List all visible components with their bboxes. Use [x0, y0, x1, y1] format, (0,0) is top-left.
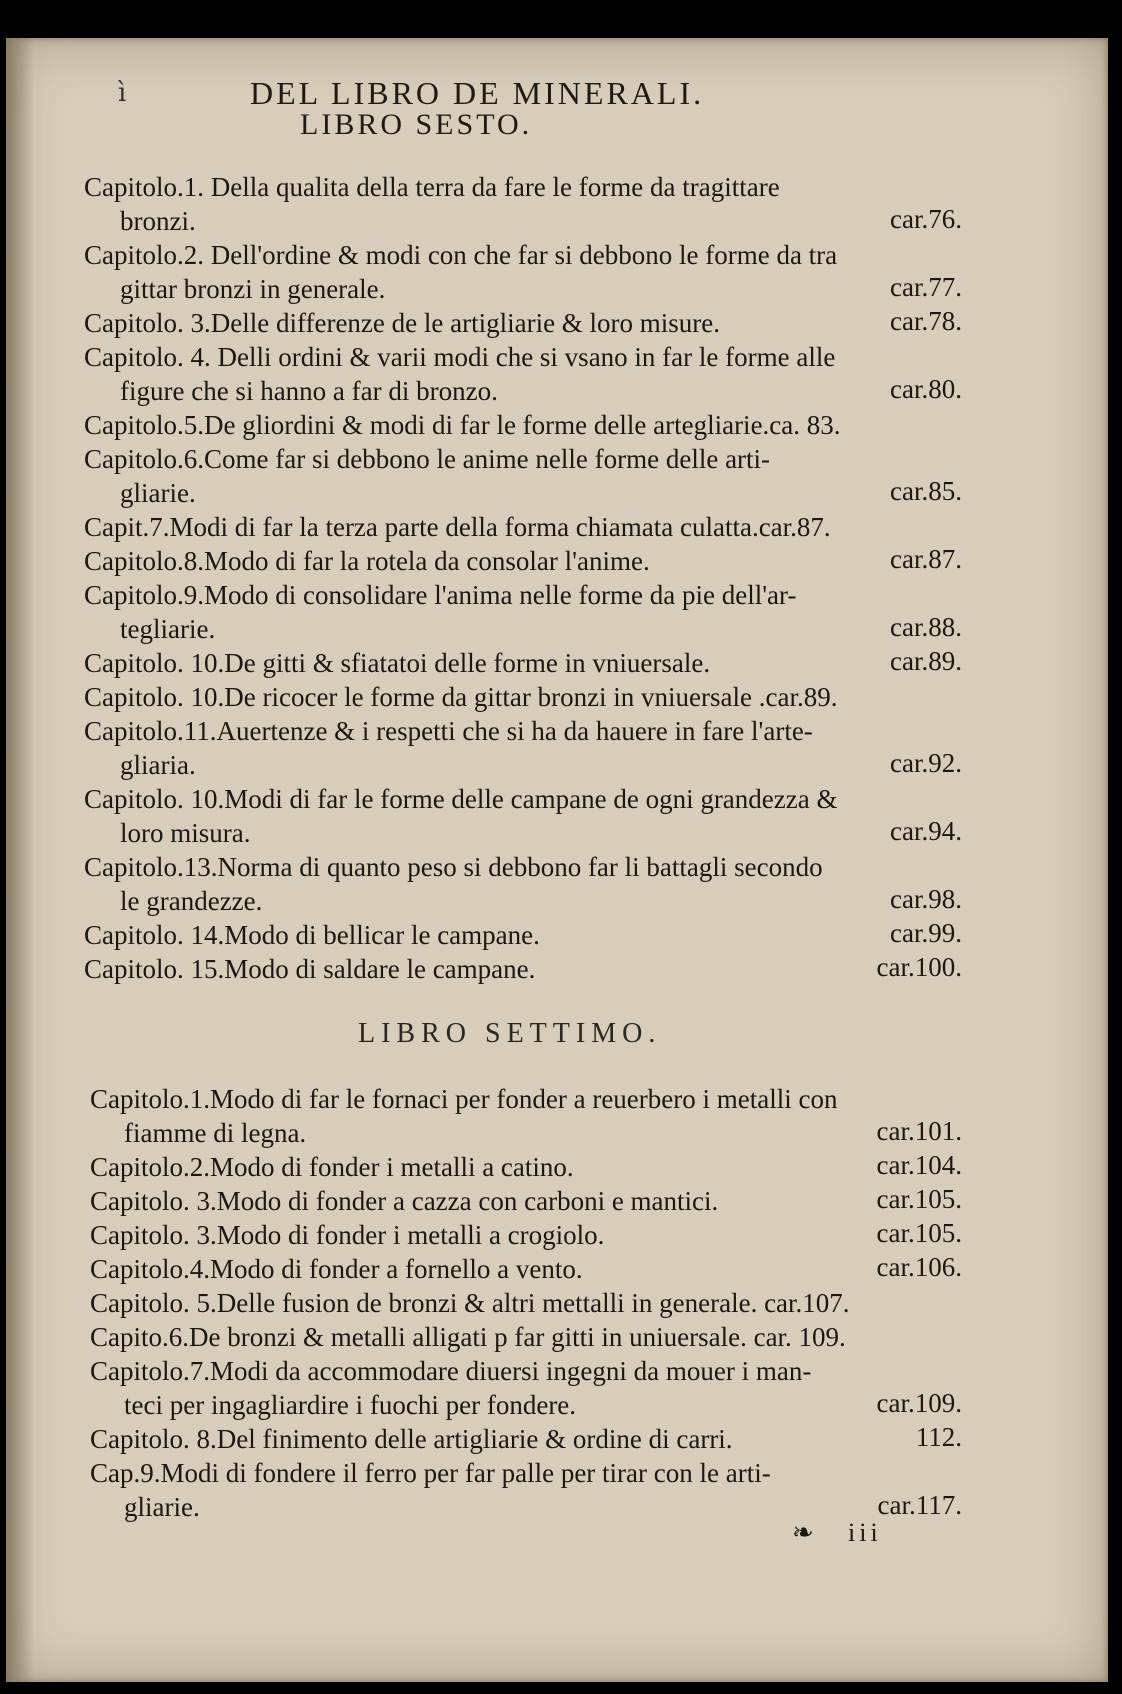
toc-entry-continuation: figure che si hanno a far di bronzo.: [120, 376, 498, 406]
toc-entry: Capitolo.1. Della qualita della terra da fare le forme da tragittare: [84, 172, 780, 202]
toc-page-ref: car.89.: [890, 646, 962, 676]
toc-page-ref: car.117.: [877, 1490, 962, 1520]
toc-page-ref: car.87.: [890, 544, 962, 574]
toc-entry-continuation: teci per ingagliardire i fuochi per fondere.: [124, 1390, 577, 1420]
toc-entry: Capitolo.4.Modo di fonder a fornello a vento.: [90, 1254, 583, 1284]
toc-entry: Capitolo.13.Norma di quanto peso si debbono far li battagli secondo: [84, 852, 823, 882]
toc-page-ref: car.104.: [876, 1150, 962, 1180]
toc-entry-continuation: gliarie.: [124, 1492, 200, 1522]
toc-entry: Capitolo. 3.Modo di fonder a cazza con carboni e mantici.: [90, 1186, 719, 1216]
signature-mark: iii: [848, 1518, 882, 1547]
toc-entry: Capitolo.8.Modo di far la rotela da consolar l'anime.: [84, 546, 650, 576]
toc-page-ref: car.80.: [890, 374, 962, 404]
toc-page-ref: car.78.: [890, 306, 962, 336]
toc-entry-continuation: le grandezze.: [120, 886, 263, 916]
toc-entry: Capitolo. 5.Delle fusion de bronzi & altri mettalli in generale. car.107.: [90, 1288, 850, 1318]
toc-entry: Capitolo.1.Modo di far le fornaci per fonder a reuerbero i metalli con: [90, 1084, 838, 1114]
toc-page-ref: car.105.: [876, 1218, 962, 1248]
toc-entry: Capitolo. 15.Modo di saldare le campane.: [84, 954, 536, 984]
toc-entry: Capitolo. 3.Modo di fonder i metalli a crogiolo.: [90, 1220, 605, 1250]
toc-entry: Capitolo.2. Dell'ordine & modi con che far si debbono le forme da tra: [84, 240, 838, 270]
toc-page-ref: car.92.: [890, 748, 962, 778]
toc-entry: Cap.9.Modi di fondere il ferro per far palle per tirar con le arti-: [90, 1458, 771, 1488]
toc-entry-continuation: bronzi.: [120, 206, 196, 236]
toc-entry-continuation: gittar bronzi in generale.: [120, 274, 386, 304]
toc-entry: Capit.7.Modi di far la terza parte della forma chiamata culatta.car.87.: [84, 512, 831, 542]
toc-page-ref: car.77.: [890, 272, 962, 302]
book-title: LIBRO SESTO.: [300, 108, 533, 141]
toc-page-ref: car.99.: [890, 918, 962, 948]
toc-entry: Capitolo. 4. Delli ordini & varii modi che si vsano in far le forme alle: [84, 342, 836, 372]
section-title-book-seven: LIBRO SETTIMO.: [358, 1018, 662, 1049]
toc-entry: Capitolo.9.Modo di consolidare l'anima nelle forme da pie dell'ar-: [84, 580, 797, 610]
toc-entry: Capitolo. 10.De gitti & sfiatatoi delle forme in vniuersale.: [84, 648, 711, 678]
toc-entry-continuation: loro misura.: [120, 818, 251, 848]
toc-entry: Capitolo.5.De gliordini & modi di far le forme delle artegliarie.ca. 83.: [84, 410, 841, 440]
toc-page-ref: car.106.: [876, 1252, 962, 1282]
page-spine-shadow: [6, 38, 34, 1682]
toc-entry: Capitolo. 8.Del finimento delle artigliarie & ordine di carri.: [90, 1424, 733, 1454]
toc-page-ref: car.109.: [876, 1388, 962, 1418]
toc-page-ref: car.101.: [876, 1116, 962, 1146]
toc-entry: Capitolo.2.Modo di fonder i metalli a catino.: [90, 1152, 574, 1182]
toc-entry: Capito.6.De bronzi & metalli alligati p far gitti in uniuersale. car. 109.: [90, 1322, 846, 1352]
toc-page-ref: car.76.: [890, 204, 962, 234]
toc-page-ref: 112.: [915, 1422, 962, 1452]
toc-page-ref: car.88.: [890, 612, 962, 642]
toc-page-ref: car.105.: [876, 1184, 962, 1214]
toc-entry: Capitolo.7.Modi da accommodare diuersi ingegni da mouer i man-: [90, 1356, 812, 1386]
toc-page-ref: car.98.: [890, 884, 962, 914]
toc-entry-continuation: fiamme di legna.: [124, 1118, 307, 1148]
toc-entry: Capitolo.6.Come far si debbono le anime nelle forme delle arti-: [84, 444, 771, 474]
toc-entry: Capitolo. 10.Modi di far le forme delle campane de ogni grandezza &: [84, 784, 838, 814]
toc-entry: Capitolo. 14.Modo di bellicar le campane.: [84, 920, 540, 950]
running-title: DEL LIBRO DE MINERALI.: [250, 75, 705, 111]
toc-entry: Capitolo. 10.De ricocer le forme da gittar bronzi in vniuersale .car.89.: [84, 682, 838, 712]
toc-entry: Capitolo.11.Auertenze & i respetti che si ha da hauere in fare l'arte-: [84, 716, 813, 746]
toc-entry-continuation: tegliarie.: [120, 614, 216, 644]
toc-page-ref: car.100.: [876, 952, 962, 982]
corner-mark: ì: [118, 78, 127, 108]
toc-entry: Capitolo. 3.Delle differenze de le artigliarie & loro misure.: [84, 308, 721, 338]
toc-page-ref: car.94.: [890, 816, 962, 846]
toc-entry-continuation: gliarie.: [120, 478, 196, 508]
toc-page-ref: car.85.: [890, 476, 962, 506]
toc-entry-continuation: gliaria.: [120, 750, 196, 780]
fleuron-icon: ❧: [792, 1518, 814, 1548]
